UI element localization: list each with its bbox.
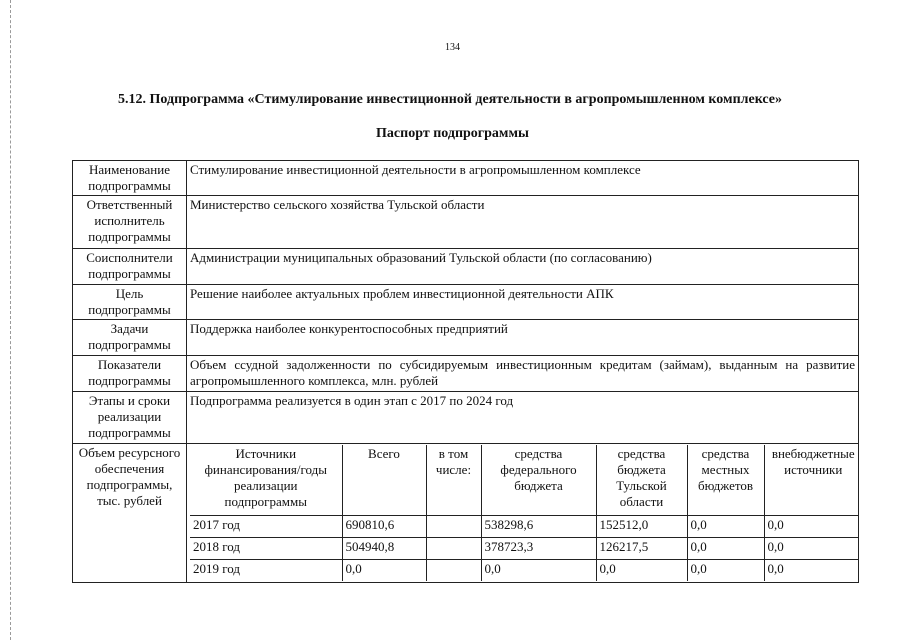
year-cell: 2018 год <box>190 537 342 559</box>
year-cell: 2017 год <box>190 515 342 537</box>
regional-cell: 152512,0 <box>596 515 687 537</box>
row-value: Министерство сельского хозяйства Тульской области <box>187 196 859 249</box>
extra-cell: 0,0 <box>764 515 859 537</box>
regional-cell: 126217,5 <box>596 537 687 559</box>
row-responsible <box>73 196 859 249</box>
regional-cell: 0,0 <box>596 559 687 581</box>
federal-cell: 0,0 <box>481 559 596 581</box>
row-coexecutors <box>73 249 859 285</box>
column-header: средства местных бюджетов <box>687 445 764 515</box>
row-label: Задачи подпрограммы <box>73 320 187 356</box>
row-stages <box>73 392 859 444</box>
extra-cell: 0,0 <box>764 537 859 559</box>
page-edge-marks <box>10 0 11 640</box>
row-value: Поддержка наиболее конкурентоспособных предприятий <box>187 320 859 356</box>
local-cell: 0,0 <box>687 537 764 559</box>
passport-title: Паспорт подпрограммы <box>376 126 529 141</box>
row-label: Ответственный исполнитель подпрограммы <box>73 196 187 249</box>
table-row <box>190 559 859 581</box>
column-header: средства федерального бюджета <box>481 445 596 515</box>
extra-cell: 0,0 <box>764 559 859 581</box>
local-cell: 0,0 <box>687 515 764 537</box>
row-tasks <box>73 320 859 356</box>
row-indicators <box>73 356 859 392</box>
year-cell: 2019 год <box>190 559 342 581</box>
page-number: 134 <box>445 42 460 53</box>
table-row <box>190 515 859 537</box>
total-cell: 504940,8 <box>342 537 426 559</box>
row-value: Стимулирование инвестиционной деятельности в агропромышленном комплексе <box>187 161 859 196</box>
passport-table <box>72 160 859 583</box>
row-goal <box>73 285 859 320</box>
column-header: в том числе: <box>426 445 481 515</box>
row-label: Наименование подпрограммы <box>73 161 187 196</box>
column-header: Всего <box>342 445 426 515</box>
row-value: Администрации муниципальных образований Тульской области (по согласованию) <box>187 249 859 285</box>
row-label: Соисполнители подпрограммы <box>73 249 187 285</box>
total-cell: 690810,6 <box>342 515 426 537</box>
federal-cell: 538298,6 <box>481 515 596 537</box>
row-name <box>73 161 859 196</box>
column-header: Источники финансирования/годы реализации подпрограммы <box>190 445 342 515</box>
federal-cell: 378723,3 <box>481 537 596 559</box>
table-row <box>190 537 859 559</box>
section-title: 5.12. Подпрограмма «Стимулирование инвестиционной деятельности в агропромышленном комплексе» <box>118 92 783 107</box>
row-value: Объем ссудной задолженности по субсидируемым инвестиционным кредитам (займам), выданным на развитие агропромышленного комплекса, млн. рублей <box>187 356 859 392</box>
row-funding <box>73 444 859 583</box>
funding-table <box>190 445 859 581</box>
incl-cell <box>426 559 481 581</box>
column-header: средства бюджета Тульской области <box>596 445 687 515</box>
row-label: Этапы и сроки реализации подпрограммы <box>73 392 187 444</box>
funding-cell <box>187 444 859 583</box>
funding-label: Объем ресурсного обеспечения подпрограммы, тыс. рублей <box>73 444 187 583</box>
row-value: Подпрограмма реализуется в один этап с 2017 по 2024 год <box>187 392 859 444</box>
funding-header-row <box>190 445 859 515</box>
local-cell: 0,0 <box>687 559 764 581</box>
total-cell: 0,0 <box>342 559 426 581</box>
incl-cell <box>426 537 481 559</box>
row-label: Показатели подпрограммы <box>73 356 187 392</box>
row-value: Решение наиболее актуальных проблем инвестиционной деятельности АПК <box>187 285 859 320</box>
row-label: Цель подпрограммы <box>73 285 187 320</box>
incl-cell <box>426 515 481 537</box>
column-header: внебюджетные источники <box>764 445 859 515</box>
